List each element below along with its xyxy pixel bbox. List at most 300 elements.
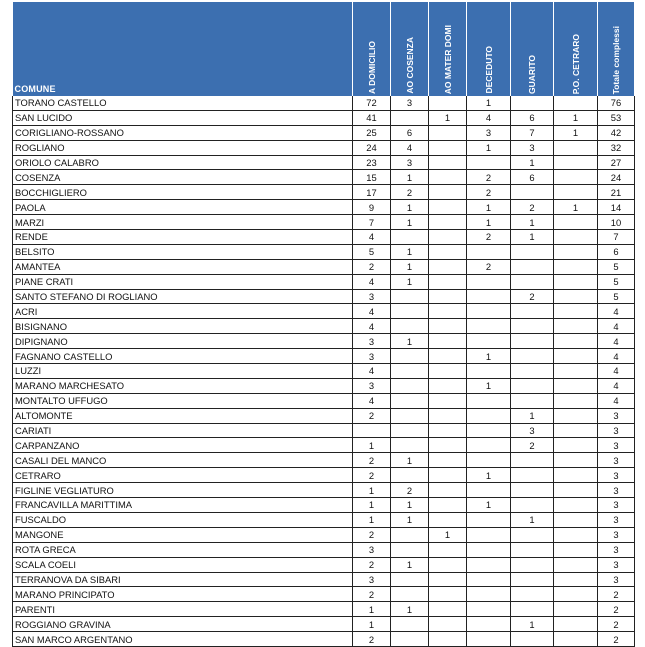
cell-comune[interactable]: ROGLIANO: [13, 140, 353, 155]
cell-value[interactable]: 3: [598, 438, 635, 453]
cell-comune[interactable]: MONTALTO UFFUGO: [13, 393, 353, 408]
table-row[interactable]: [13, 96, 635, 110]
cell-value[interactable]: [554, 423, 598, 438]
cell-value[interactable]: [554, 468, 598, 483]
cell-value[interactable]: [391, 230, 429, 245]
cell-value[interactable]: [467, 483, 511, 498]
cell-value[interactable]: 1: [353, 617, 391, 632]
cell-value[interactable]: [511, 319, 554, 334]
cell-value[interactable]: 3: [353, 289, 391, 304]
cell-comune[interactable]: TERRANOVA DA SIBARI: [13, 572, 353, 587]
cell-value[interactable]: 3: [353, 572, 391, 587]
cell-value[interactable]: 1: [391, 512, 429, 527]
cell-value[interactable]: [391, 110, 429, 125]
cell-value[interactable]: 3: [598, 557, 635, 572]
cell-value[interactable]: [391, 319, 429, 334]
cell-value[interactable]: 42: [598, 125, 635, 140]
cell-value[interactable]: 1: [467, 140, 511, 155]
cell-value[interactable]: [467, 304, 511, 319]
cell-value[interactable]: [467, 319, 511, 334]
cell-value[interactable]: [554, 185, 598, 200]
cell-value[interactable]: [554, 155, 598, 170]
cell-value[interactable]: [554, 587, 598, 602]
cell-value[interactable]: [467, 423, 511, 438]
cell-value[interactable]: [429, 170, 467, 185]
cell-value[interactable]: [429, 408, 467, 423]
cell-value[interactable]: [467, 453, 511, 468]
cell-value[interactable]: [554, 170, 598, 185]
table-row[interactable]: [13, 259, 635, 274]
table-row[interactable]: [13, 468, 635, 483]
cell-value[interactable]: 1: [391, 274, 429, 289]
cell-comune[interactable]: BISIGNANO: [13, 319, 353, 334]
cell-value[interactable]: [554, 334, 598, 349]
cell-value[interactable]: 3: [353, 334, 391, 349]
cell-comune[interactable]: MARANO MARCHESATO: [13, 378, 353, 393]
cell-value[interactable]: 1: [391, 244, 429, 259]
cell-comune[interactable]: FIGLINE VEGLIATURO: [13, 483, 353, 498]
cell-value[interactable]: [429, 453, 467, 468]
cell-comune[interactable]: CETRARO: [13, 468, 353, 483]
cell-comune[interactable]: SAN MARCO ARGENTANO: [13, 632, 353, 647]
cell-value[interactable]: 2: [467, 170, 511, 185]
cell-value[interactable]: [429, 125, 467, 140]
cell-value[interactable]: 3: [598, 453, 635, 468]
cell-value[interactable]: [511, 349, 554, 364]
cell-value[interactable]: [429, 304, 467, 319]
cell-comune[interactable]: CARIATI: [13, 423, 353, 438]
table-row[interactable]: [13, 632, 635, 647]
cell-value[interactable]: [429, 378, 467, 393]
cell-value[interactable]: 3: [598, 512, 635, 527]
cell-comune[interactable]: LUZZI: [13, 364, 353, 379]
cell-value[interactable]: 3: [598, 483, 635, 498]
cell-value[interactable]: [467, 572, 511, 587]
table-row[interactable]: [13, 438, 635, 453]
cell-value[interactable]: [467, 274, 511, 289]
cell-value[interactable]: 53: [598, 110, 635, 125]
cell-value[interactable]: [554, 364, 598, 379]
cell-value[interactable]: 5: [353, 244, 391, 259]
cell-value[interactable]: [554, 378, 598, 393]
cell-value[interactable]: 2: [511, 289, 554, 304]
cell-value[interactable]: [511, 498, 554, 513]
cell-value[interactable]: [511, 587, 554, 602]
cell-value[interactable]: 6: [511, 170, 554, 185]
cell-value[interactable]: [391, 364, 429, 379]
cell-comune[interactable]: BOCCHIGLIERO: [13, 185, 353, 200]
cell-value[interactable]: [511, 334, 554, 349]
cell-value[interactable]: 3: [353, 349, 391, 364]
cell-value[interactable]: 1: [467, 200, 511, 215]
cell-value[interactable]: 1: [467, 498, 511, 513]
cell-value[interactable]: 24: [353, 140, 391, 155]
header-ao-cosenza[interactable]: AO COSENZA: [391, 2, 429, 96]
cell-value[interactable]: 76: [598, 96, 635, 110]
cell-value[interactable]: 4: [598, 378, 635, 393]
table-row[interactable]: [13, 572, 635, 587]
cell-value[interactable]: [554, 259, 598, 274]
cell-value[interactable]: [554, 244, 598, 259]
table-row[interactable]: [13, 617, 635, 632]
cell-value[interactable]: 4: [353, 364, 391, 379]
cell-value[interactable]: 4: [353, 319, 391, 334]
cell-value[interactable]: 1: [467, 378, 511, 393]
cell-comune[interactable]: PAOLA: [13, 200, 353, 215]
cell-value[interactable]: 1: [353, 602, 391, 617]
cell-value[interactable]: [554, 557, 598, 572]
cell-value[interactable]: 4: [353, 393, 391, 408]
cell-value[interactable]: 1: [353, 438, 391, 453]
cell-value[interactable]: 1: [467, 96, 511, 110]
table-row[interactable]: [13, 155, 635, 170]
cell-value[interactable]: [554, 230, 598, 245]
cell-value[interactable]: 9: [353, 200, 391, 215]
header-ao-mater-domini[interactable]: AO MATER DOMI: [429, 2, 467, 96]
cell-comune[interactable]: CASALI DEL MANCO: [13, 453, 353, 468]
cell-comune[interactable]: TORANO CASTELLO: [13, 96, 353, 110]
cell-value[interactable]: 3: [598, 542, 635, 557]
cell-value[interactable]: [391, 527, 429, 542]
cell-value[interactable]: 1: [511, 155, 554, 170]
cell-value[interactable]: [391, 349, 429, 364]
cell-value[interactable]: 2: [353, 408, 391, 423]
cell-value[interactable]: [511, 527, 554, 542]
cell-value[interactable]: [554, 527, 598, 542]
cell-value[interactable]: [429, 423, 467, 438]
cell-value[interactable]: [429, 244, 467, 259]
cell-value[interactable]: 1: [391, 602, 429, 617]
cell-value[interactable]: 2: [598, 617, 635, 632]
cell-value[interactable]: 2: [467, 259, 511, 274]
cell-value[interactable]: [391, 572, 429, 587]
table-row[interactable]: [13, 230, 635, 245]
cell-value[interactable]: [391, 542, 429, 557]
cell-value[interactable]: [554, 408, 598, 423]
table-row[interactable]: [13, 319, 635, 334]
cell-value[interactable]: [429, 200, 467, 215]
cell-value[interactable]: [554, 572, 598, 587]
cell-value[interactable]: [429, 572, 467, 587]
cell-value[interactable]: [429, 259, 467, 274]
cell-value[interactable]: 5: [598, 259, 635, 274]
cell-value[interactable]: [429, 557, 467, 572]
cell-value[interactable]: [554, 96, 598, 110]
cell-value[interactable]: [511, 602, 554, 617]
cell-value[interactable]: 1: [391, 215, 429, 230]
cell-comune[interactable]: ACRI: [13, 304, 353, 319]
cell-value[interactable]: 1: [467, 349, 511, 364]
cell-value[interactable]: 4: [353, 304, 391, 319]
header-comune[interactable]: COMUNE: [13, 2, 353, 96]
cell-value[interactable]: [511, 185, 554, 200]
cell-value[interactable]: [511, 274, 554, 289]
cell-comune[interactable]: SAN LUCIDO: [13, 110, 353, 125]
cell-value[interactable]: 2: [353, 259, 391, 274]
cell-value[interactable]: [511, 378, 554, 393]
table-row[interactable]: [13, 602, 635, 617]
cell-value[interactable]: [554, 602, 598, 617]
cell-value[interactable]: [511, 364, 554, 379]
cell-value[interactable]: 1: [511, 215, 554, 230]
cell-comune[interactable]: FUSCALDO: [13, 512, 353, 527]
cell-value[interactable]: [554, 274, 598, 289]
cell-value[interactable]: [429, 468, 467, 483]
cell-value[interactable]: 3: [511, 140, 554, 155]
cell-value[interactable]: 32: [598, 140, 635, 155]
cell-value[interactable]: [554, 289, 598, 304]
cell-value[interactable]: [391, 468, 429, 483]
cell-value[interactable]: 1: [391, 557, 429, 572]
cell-value[interactable]: 2: [353, 587, 391, 602]
cell-value[interactable]: 3: [353, 542, 391, 557]
cell-value[interactable]: [511, 304, 554, 319]
cell-comune[interactable]: MANGONE: [13, 527, 353, 542]
cell-value[interactable]: 21: [598, 185, 635, 200]
cell-value[interactable]: 2: [511, 200, 554, 215]
cell-value[interactable]: 2: [353, 632, 391, 647]
cell-value[interactable]: 1: [467, 468, 511, 483]
cell-value[interactable]: [429, 155, 467, 170]
cell-value[interactable]: [391, 304, 429, 319]
cell-value[interactable]: 17: [353, 185, 391, 200]
cell-value[interactable]: 3: [391, 155, 429, 170]
cell-value[interactable]: [511, 259, 554, 274]
cell-value[interactable]: 4: [353, 230, 391, 245]
cell-value[interactable]: [554, 438, 598, 453]
cell-comune[interactable]: ROTA GRECA: [13, 542, 353, 557]
cell-value[interactable]: [467, 587, 511, 602]
cell-value[interactable]: [554, 349, 598, 364]
cell-value[interactable]: 7: [353, 215, 391, 230]
cell-value[interactable]: 6: [598, 244, 635, 259]
cell-value[interactable]: 3: [598, 527, 635, 542]
cell-value[interactable]: 1: [353, 483, 391, 498]
table-row[interactable]: [13, 527, 635, 542]
cell-value[interactable]: [467, 289, 511, 304]
table-row[interactable]: [13, 170, 635, 185]
cell-value[interactable]: [467, 334, 511, 349]
cell-value[interactable]: [429, 319, 467, 334]
cell-value[interactable]: [511, 453, 554, 468]
cell-value[interactable]: [467, 512, 511, 527]
cell-value[interactable]: [429, 393, 467, 408]
cell-value[interactable]: 4: [391, 140, 429, 155]
cell-value[interactable]: [554, 393, 598, 408]
cell-value[interactable]: [554, 632, 598, 647]
cell-value[interactable]: [391, 632, 429, 647]
cell-comune[interactable]: MARZI: [13, 215, 353, 230]
cell-value[interactable]: 5: [598, 274, 635, 289]
cell-value[interactable]: 24: [598, 170, 635, 185]
header-po-cetraro[interactable]: P.O. CETRARO: [554, 2, 598, 96]
cell-value[interactable]: [467, 393, 511, 408]
cell-comune[interactable]: SCALA COELI: [13, 557, 353, 572]
table-row[interactable]: [13, 185, 635, 200]
table-row[interactable]: [13, 512, 635, 527]
cell-value[interactable]: 27: [598, 155, 635, 170]
cell-value[interactable]: 1: [511, 408, 554, 423]
cell-comune[interactable]: BELSITO: [13, 244, 353, 259]
cell-comune[interactable]: FRANCAVILLA MARITTIMA: [13, 498, 353, 513]
cell-value[interactable]: 3: [467, 125, 511, 140]
table-row[interactable]: [13, 140, 635, 155]
cell-value[interactable]: [511, 468, 554, 483]
cell-value[interactable]: 4: [598, 393, 635, 408]
cell-value[interactable]: [429, 334, 467, 349]
cell-value[interactable]: 1: [353, 512, 391, 527]
cell-value[interactable]: 1: [554, 110, 598, 125]
cell-value[interactable]: [554, 498, 598, 513]
cell-value[interactable]: 2: [353, 468, 391, 483]
cell-value[interactable]: 1: [467, 215, 511, 230]
table-row[interactable]: [13, 110, 635, 125]
table-row[interactable]: [13, 423, 635, 438]
cell-value[interactable]: 4: [598, 304, 635, 319]
cell-value[interactable]: [429, 602, 467, 617]
cell-value[interactable]: [467, 364, 511, 379]
table-row[interactable]: [13, 200, 635, 215]
cell-value[interactable]: [554, 304, 598, 319]
cell-value[interactable]: 2: [467, 230, 511, 245]
cell-value[interactable]: [391, 289, 429, 304]
table-row[interactable]: [13, 393, 635, 408]
cell-value[interactable]: [511, 244, 554, 259]
cell-value[interactable]: [429, 274, 467, 289]
cell-value[interactable]: 41: [353, 110, 391, 125]
cell-comune[interactable]: COSENZA: [13, 170, 353, 185]
cell-value[interactable]: 1: [511, 617, 554, 632]
cell-value[interactable]: [429, 140, 467, 155]
cell-value[interactable]: [429, 587, 467, 602]
table-row[interactable]: [13, 542, 635, 557]
cell-value[interactable]: 2: [511, 438, 554, 453]
cell-value[interactable]: [554, 140, 598, 155]
cell-value[interactable]: [391, 438, 429, 453]
cell-value[interactable]: [554, 319, 598, 334]
cell-value[interactable]: 2: [353, 527, 391, 542]
cell-value[interactable]: [353, 423, 391, 438]
cell-value[interactable]: 15: [353, 170, 391, 185]
cell-comune[interactable]: DIPIGNANO: [13, 334, 353, 349]
cell-value[interactable]: [429, 632, 467, 647]
cell-value[interactable]: 1: [554, 200, 598, 215]
cell-comune[interactable]: MARANO PRINCIPATO: [13, 587, 353, 602]
cell-comune[interactable]: CORIGLIANO-ROSSANO: [13, 125, 353, 140]
cell-value[interactable]: 25: [353, 125, 391, 140]
cell-value[interactable]: 72: [353, 96, 391, 110]
cell-value[interactable]: 1: [511, 230, 554, 245]
cell-value[interactable]: 3: [598, 423, 635, 438]
cell-value[interactable]: 2: [598, 587, 635, 602]
cell-value[interactable]: [391, 617, 429, 632]
cell-value[interactable]: 1: [391, 498, 429, 513]
cell-value[interactable]: [467, 632, 511, 647]
cell-value[interactable]: [467, 617, 511, 632]
table-row[interactable]: [13, 215, 635, 230]
table-row[interactable]: [13, 557, 635, 572]
cell-value[interactable]: [429, 96, 467, 110]
table-row[interactable]: [13, 289, 635, 304]
table-row[interactable]: [13, 453, 635, 468]
table-row[interactable]: [13, 274, 635, 289]
cell-value[interactable]: 4: [598, 349, 635, 364]
cell-comune[interactable]: AMANTEA: [13, 259, 353, 274]
cell-value[interactable]: 3: [511, 423, 554, 438]
cell-value[interactable]: [511, 393, 554, 408]
table-row[interactable]: [13, 498, 635, 513]
table-row[interactable]: [13, 408, 635, 423]
cell-value[interactable]: 4: [467, 110, 511, 125]
table-row[interactable]: [13, 587, 635, 602]
cell-value[interactable]: [467, 408, 511, 423]
cell-value[interactable]: [554, 542, 598, 557]
cell-value[interactable]: 2: [391, 483, 429, 498]
cell-comune[interactable]: PARENTI: [13, 602, 353, 617]
cell-comune[interactable]: RENDE: [13, 230, 353, 245]
cell-value[interactable]: 3: [353, 378, 391, 393]
cell-value[interactable]: 5: [598, 289, 635, 304]
cell-value[interactable]: [511, 96, 554, 110]
cell-value[interactable]: [429, 364, 467, 379]
cell-value[interactable]: 1: [391, 259, 429, 274]
cell-value[interactable]: [554, 617, 598, 632]
cell-value[interactable]: 1: [429, 527, 467, 542]
cell-value[interactable]: [511, 557, 554, 572]
cell-value[interactable]: [429, 349, 467, 364]
cell-value[interactable]: 3: [598, 572, 635, 587]
cell-comune[interactable]: SANTO STEFANO DI ROGLIANO: [13, 289, 353, 304]
cell-value[interactable]: 14: [598, 200, 635, 215]
cell-value[interactable]: 2: [391, 185, 429, 200]
header-guarito[interactable]: GUARITO: [511, 2, 554, 96]
cell-value[interactable]: [467, 527, 511, 542]
table-row[interactable]: [13, 364, 635, 379]
cell-value[interactable]: [467, 438, 511, 453]
table-row[interactable]: [13, 483, 635, 498]
cell-value[interactable]: 4: [598, 319, 635, 334]
cell-value[interactable]: 6: [391, 125, 429, 140]
cell-comune[interactable]: PIANE CRATI: [13, 274, 353, 289]
cell-value[interactable]: 2: [467, 185, 511, 200]
cell-value[interactable]: 2: [598, 602, 635, 617]
cell-value[interactable]: [511, 542, 554, 557]
header-deceduto[interactable]: DECEDUTO: [467, 2, 511, 96]
cell-comune[interactable]: ALTOMONTE: [13, 408, 353, 423]
cell-value[interactable]: 2: [353, 557, 391, 572]
cell-value[interactable]: [554, 483, 598, 498]
cell-value[interactable]: [467, 542, 511, 557]
cell-value[interactable]: 4: [353, 274, 391, 289]
cell-value[interactable]: 1: [429, 110, 467, 125]
cell-value[interactable]: [429, 289, 467, 304]
cell-value[interactable]: 2: [353, 453, 391, 468]
header-totale-complessivo[interactable]: Totale complessi: [598, 2, 635, 96]
cell-value[interactable]: 3: [598, 408, 635, 423]
cell-comune[interactable]: FAGNANO CASTELLO: [13, 349, 353, 364]
cell-value[interactable]: [391, 408, 429, 423]
cell-value[interactable]: 1: [391, 200, 429, 215]
cell-comune[interactable]: ORIOLO CALABRO: [13, 155, 353, 170]
cell-value[interactable]: [554, 215, 598, 230]
cell-value[interactable]: [391, 423, 429, 438]
cell-value[interactable]: 1: [391, 170, 429, 185]
cell-value[interactable]: [511, 632, 554, 647]
cell-comune[interactable]: ROGGIANO GRAVINA: [13, 617, 353, 632]
table-row[interactable]: [13, 125, 635, 140]
table-row[interactable]: [13, 244, 635, 259]
cell-value[interactable]: [429, 185, 467, 200]
